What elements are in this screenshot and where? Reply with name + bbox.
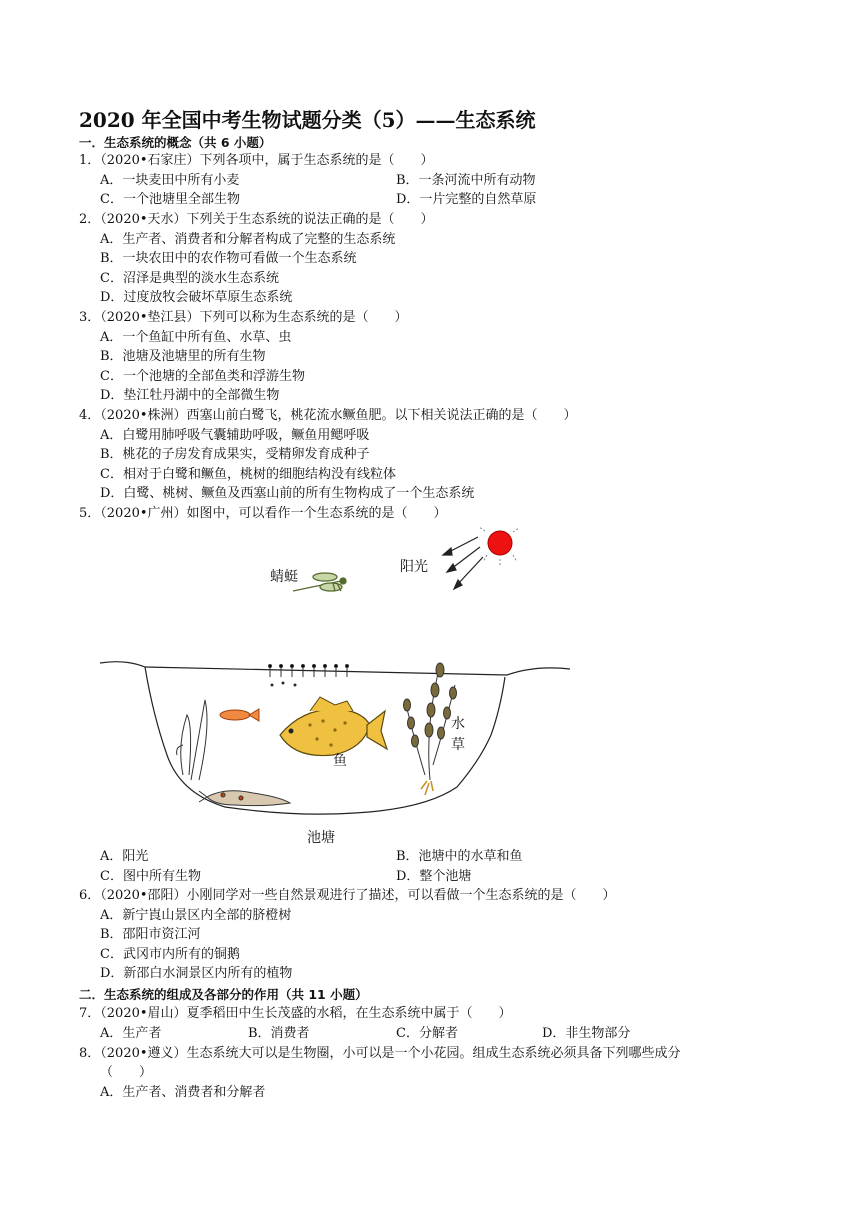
question-4-stem: 4．（2020•株洲）西塞山前白鹭飞，桃花流水鳜鱼肥。以下相关说法正确的是（ ） bbox=[79, 408, 577, 423]
question-3-option-c: C．一个池塘的全部鱼类和浮游生物 bbox=[100, 369, 305, 384]
dragonfly-label: 蜻蜓 bbox=[270, 569, 298, 585]
question-5-stem: 5．（2020•广州）如图中，可以看作一个生态系统的是（ ） bbox=[79, 506, 447, 521]
question-2-stem: 2．（2020•天水）下列关于生态系统的说法正确的是（ ） bbox=[79, 212, 434, 227]
question-3-option-b: B．池塘及池塘里的所有生物 bbox=[100, 349, 266, 364]
shrimp-icon bbox=[199, 791, 290, 806]
question-4-option-d: D．白鹭、桃树、鳜鱼及西塞山前的所有生物构成了一个生态系统 bbox=[100, 486, 475, 501]
question-5-option-c: C．图中所有生物 bbox=[100, 869, 201, 884]
sun-icon bbox=[479, 527, 519, 567]
section-heading-1: 一．生态系统的概念（共 6 小题） bbox=[79, 135, 272, 150]
question-8-option-a: A．生产者、消费者和分解者 bbox=[100, 1085, 266, 1100]
question-6-option-a: A．新宁崀山景区内全部的脐橙树 bbox=[100, 908, 292, 923]
question-3-option-a: A．一个鱼缸中所有鱼、水草、虫 bbox=[100, 330, 292, 345]
small-fish-icon bbox=[220, 709, 259, 721]
question-3-option-d: D．垫江牡丹湖中的全部微生物 bbox=[100, 388, 280, 403]
question-2-option-b: B．一块农田中的农作物可看做一个生态系统 bbox=[100, 251, 357, 266]
question-7-option-c: C．分解者 bbox=[396, 1026, 458, 1041]
question-3-stem: 3．（2020•垫江县）下列可以称为生态系统的是（ ） bbox=[79, 310, 408, 325]
question-4-option-a: A．白鹭用肺呼吸气囊辅助呼吸，鳜鱼用鳃呼吸 bbox=[100, 428, 370, 443]
question-5-option-a: A．阳光 bbox=[100, 849, 149, 864]
question-8-stem-continuation: （ ） bbox=[100, 1065, 153, 1080]
section-heading-2: 二．生态系统的组成及各部分的作用（共 11 小题） bbox=[79, 987, 368, 1002]
reed-icon bbox=[177, 700, 207, 780]
question-1-stem: 1．（2020•石家庄）下列各项中，属于生态系统的是（ ） bbox=[79, 153, 434, 168]
question-6-option-d: D．新邵白水洞景区内所有的植物 bbox=[100, 966, 293, 981]
fish-label: 鱼 bbox=[333, 753, 347, 769]
question-1-option-b: B．一条河流中所有动物 bbox=[396, 173, 536, 188]
question-2-option-a: A．生产者、消费者和分解者构成了完整的生态系统 bbox=[100, 232, 396, 247]
question-7-option-a: A．生产者 bbox=[100, 1026, 162, 1041]
water-weed-label-bottom: 草 bbox=[451, 737, 465, 753]
question-1-option-d: D．一片完整的自然草原 bbox=[396, 192, 537, 207]
question-2-option-d: D．过度放牧会破坏草原生态系统 bbox=[100, 290, 293, 305]
water-weed-label-top: 水 bbox=[451, 716, 465, 732]
question-2-option-c: C．沼泽是典型的淡水生态系统 bbox=[100, 271, 279, 286]
question-5-option-b: B．池塘中的水草和鱼 bbox=[396, 849, 523, 864]
question-4-option-c: C．相对于白鹭和鳜鱼，桃树的细胞结构没有线粒体 bbox=[100, 467, 396, 482]
dragonfly-icon bbox=[293, 573, 346, 591]
plankton-icon bbox=[269, 665, 349, 687]
question-6-option-b: B．邵阳市资江河 bbox=[100, 927, 201, 942]
question-1-option-c: C．一个池塘里全部生物 bbox=[100, 192, 240, 207]
question-8-stem: 8．（2020•遵义）生态系统大可以是生物圈，小可以是一个小花园。组成生态系统必须具备下列哪些成分 bbox=[79, 1046, 681, 1061]
question-6-option-c: C．武冈市内所有的铜鹅 bbox=[100, 947, 240, 962]
pond-ecosystem-figure bbox=[95, 525, 595, 850]
question-4-option-b: B．桃花的子房发育成果实，受精卵发育成种子 bbox=[100, 447, 370, 462]
water-weed-icon bbox=[404, 663, 457, 795]
question-7-option-d: D．非生物部分 bbox=[542, 1026, 631, 1041]
question-6-stem: 6．（2020•邵阳）小刚同学对一些自然景观进行了描述，可以看做一个生态系统的是（ ） bbox=[79, 888, 616, 903]
question-5-option-d: D．整个池塘 bbox=[396, 869, 472, 884]
question-7-stem: 7．（2020•眉山）夏季稻田中生长茂盛的水稻，在生态系统中属于（ ） bbox=[79, 1006, 512, 1021]
fish-icon bbox=[280, 697, 387, 756]
question-1-option-a: A．一块麦田中所有小麦 bbox=[100, 173, 240, 188]
question-7-option-b: B．消费者 bbox=[248, 1026, 310, 1041]
sunlight-label: 阳光 bbox=[400, 559, 428, 575]
pond-label: 池塘 bbox=[307, 830, 335, 846]
page-title: 2020 年全国中考生物试题分类（5）——生态系统 bbox=[79, 108, 536, 132]
sunlight-arrows-icon bbox=[443, 537, 483, 589]
